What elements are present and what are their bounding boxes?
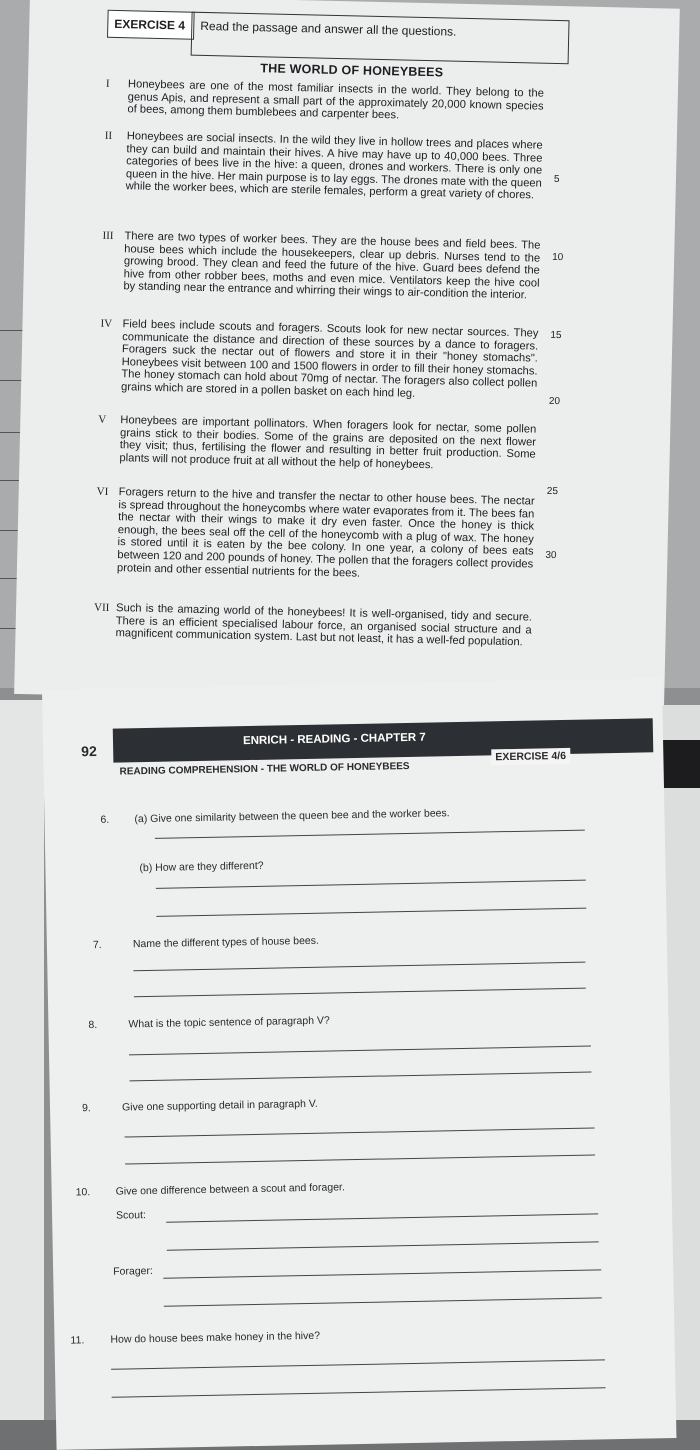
paragraph-6 (95, 486, 535, 584)
paragraph-4 (99, 318, 539, 403)
page-number: 92 (81, 742, 97, 760)
exercise-instruction: Read the passage and answer all the questions. (191, 12, 570, 65)
answer-line[interactable] (125, 1127, 595, 1137)
paragraph-text: Honeybees are one of the most familiar insects in the world. They belong to the genus Apis, and represent a small part of the approximately 20,000 known species of bees, among them bumblebees and carpenter bees. (127, 78, 545, 122)
worksheet-page (42, 678, 676, 1450)
paragraph-text: Such is the amazing world of the honeybees! It is well-organised, tidy and secure. There is an efficient specialised labour force, an organised social structure and a magnificent communication system. Last but not least, it has a well-fed population. (115, 602, 533, 649)
scout-label: Scout: (115, 1209, 146, 1222)
line-number: 15 (550, 329, 562, 342)
left-page-edge (0, 700, 44, 1420)
exercise-header (107, 10, 574, 69)
answer-line[interactable] (133, 962, 585, 972)
answer-line[interactable] (112, 1387, 606, 1397)
paragraph-number: III (102, 229, 114, 242)
chapter-title: ENRICH - READING - CHAPTER 7 (242, 731, 426, 748)
passage-title: THE WORLD OF HONEYBEES (260, 61, 444, 80)
paragraph-text: Foragers return to the hive and transfer the nectar to other house bees. The nectar is spread throughout the honeycombs where water evaporates from it. The bees fan the nectar with their wings to make it dry even faster. Once the honey is thick enough, the bees seal off the cell of the honeycomb with a plug of wax. The honey is stored until it is eaten by the bee colony. In one year, a colony of bees eats between 120 and 200 pounds of honey. The pollen that the foragers collect provides protein and other essential nutrients for the bees. (116, 486, 535, 580)
paragraph-5 (97, 414, 536, 474)
exercise-reference: EXERCISE 4/6 (491, 748, 570, 766)
answer-line[interactable] (156, 880, 586, 889)
passage-page (14, 0, 680, 709)
paragraph-text: Field bees include scouts and foragers. Scouts look for new nectar sources. They communicate the distance and direction of these sources by a dance to foragers. Foragers suck the nectar out of flowers and store it in their "honey stomachs". Honeybees visit between 100 and 1500 flowers in order to fill their honey stomachs. The honey stomach can hold about 70mg of nectar. The foragers also collect pollen grains which are stored in a pollen basket on each hind leg. (120, 318, 539, 400)
answer-line[interactable] (167, 1241, 599, 1250)
answer-line[interactable] (125, 1154, 595, 1164)
line-number: 5 (553, 173, 560, 186)
question-text: Give one supporting detail in paragraph V. (121, 1097, 318, 1114)
line-number: 10 (552, 251, 564, 264)
answer-line-forager[interactable] (163, 1269, 601, 1278)
question-number: 9. (81, 1102, 91, 1115)
forager-label: Forager: (113, 1264, 153, 1278)
question-number: 6. (100, 813, 110, 826)
question-number: 7. (92, 938, 102, 952)
answer-line[interactable] (164, 1297, 602, 1306)
question-text: (b) How are they different? (139, 859, 264, 875)
question-text: (a) Give one similarity between the queen bee and the worker bees. (134, 807, 450, 826)
answer-line[interactable] (130, 1072, 592, 1082)
chapter-header-bar (113, 718, 654, 762)
paragraph-2 (104, 130, 543, 203)
paragraph-text: There are two types of worker bees. They are the house bees and field bees. The house bees which include the housekeepers, clear up debris. Nurses tend to the growing brood. They clean and feed the future of the hive. Guard bees defend the hive from other robber bees, moths and even mice. Ventilators keep the hive cool by standing near the entrance and whirring their wings to air-condition the interior. (123, 230, 541, 302)
paragraph-3 (101, 230, 540, 303)
paragraph-number: VII (93, 601, 110, 614)
answer-line[interactable] (111, 1359, 605, 1369)
paragraph-text: Honeybees are social insects. In the wild they live in hollow trees and places where they can build and maintain their hives. A hive may have up to 40,000 bees. Three categories of bees live in the hive: a queen, drones and workers. There is only one queen in the hive. Her main purpose is to lay eggs. The drones mate with the queen while the worker bees, which are sterile females, perform a great variety of chores. (125, 130, 543, 202)
question-number: 11. (70, 1334, 85, 1347)
answer-line-scout[interactable] (166, 1213, 598, 1222)
worksheet-subtitle: READING COMPREHENSION - THE WORLD OF HONEYBEES (119, 760, 410, 778)
answer-line[interactable] (155, 830, 585, 839)
answer-line[interactable] (129, 1046, 591, 1056)
paragraph-number: VI (96, 485, 109, 498)
question-text: Name the different types of house bees. (132, 934, 319, 951)
answer-line[interactable] (156, 908, 586, 917)
question-number: 10. (75, 1186, 91, 1199)
line-number: 30 (545, 549, 557, 562)
paragraph-1 (105, 78, 544, 126)
paragraph-number: IV (100, 317, 113, 330)
paragraph-7 (93, 602, 532, 650)
paragraph-number: V (98, 413, 107, 426)
paragraph-text: Honeybees are important pollinators. When foragers look for nectar, some pollen grains stick to their bodies. Some of the grains are deposited on the next flower they visit; thus, fertilising the flower and resulting in better fruit production. Some plants will not produce fruit at all without the help of honeybees. (119, 414, 537, 472)
paragraph-number: II (104, 129, 113, 142)
question-text: Give one difference between a scout and forager. (115, 1181, 345, 1198)
line-number: 20 (548, 395, 561, 408)
question-number: 8. (88, 1019, 98, 1032)
paragraph-number: I (105, 77, 110, 90)
line-number: 25 (546, 485, 559, 498)
answer-line[interactable] (134, 988, 586, 998)
question-text: How do house bees make honey in the hive? (110, 1329, 321, 1346)
question-text: What is the topic sentence of paragraph V? (128, 1014, 330, 1031)
exercise-label: EXERCISE 4 (107, 10, 194, 40)
